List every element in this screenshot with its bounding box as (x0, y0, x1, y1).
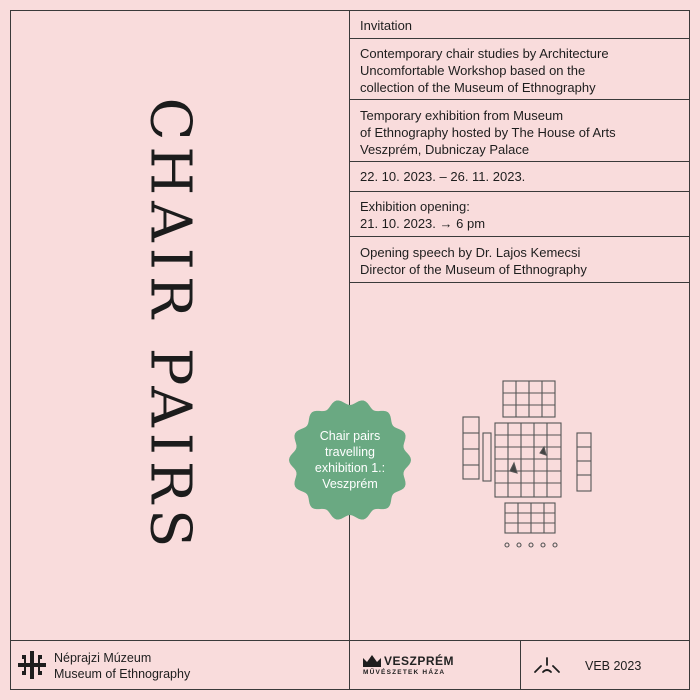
row-divider (349, 99, 690, 100)
veszprem-name: VESZPRÉM (384, 654, 455, 668)
badge-text: Chair pairs travelling exhibition 1.: Veszprém (314, 429, 386, 491)
crown-icon (363, 655, 381, 667)
museum-logo-icon (18, 651, 46, 679)
opening-info: Exhibition opening: 21. 10. 2023. → 6 pm (360, 199, 486, 231)
veb-sparkle-icon (532, 656, 562, 674)
veszprem-logo (363, 654, 463, 676)
footer-col-divider (520, 640, 521, 690)
opening-speech: Opening speech by Dr. Lajos Kemecsi Director of the Museum of Ethnography (360, 245, 587, 277)
row-divider (349, 282, 690, 283)
title-container (70, 97, 270, 553)
invitation-label: Invitation (360, 18, 413, 33)
exhibition-dates: 22. 10. 2023. – 26. 11. 2023. (360, 169, 526, 184)
main-divider (349, 10, 350, 640)
exhibition-hosting: Temporary exhibition from Museum of Ethnography hosted by The House of Arts Veszprém, Dubniczay Palace (360, 108, 616, 157)
chair-sketch-icon (455, 375, 605, 555)
footer-divider (10, 640, 690, 641)
poster-title: CHAIR PAIRS (137, 97, 203, 553)
row-divider (349, 161, 690, 162)
row-divider (349, 191, 690, 192)
row-divider (349, 236, 690, 237)
veszprem-sub: MŰVÉSZETEK HÁZA (363, 669, 446, 676)
exhibition-badge (288, 398, 412, 522)
museum-name: Néprajzi Múzeum Museum of Ethnography (54, 651, 191, 681)
footer-col-divider (349, 640, 350, 690)
row-divider (349, 38, 690, 39)
veb-label: VEB 2023 (585, 659, 642, 673)
exhibition-description: Contemporary chair studies by Architecture Uncomfortable Workshop based on the collection of the Museum of Ethnography (360, 46, 609, 95)
